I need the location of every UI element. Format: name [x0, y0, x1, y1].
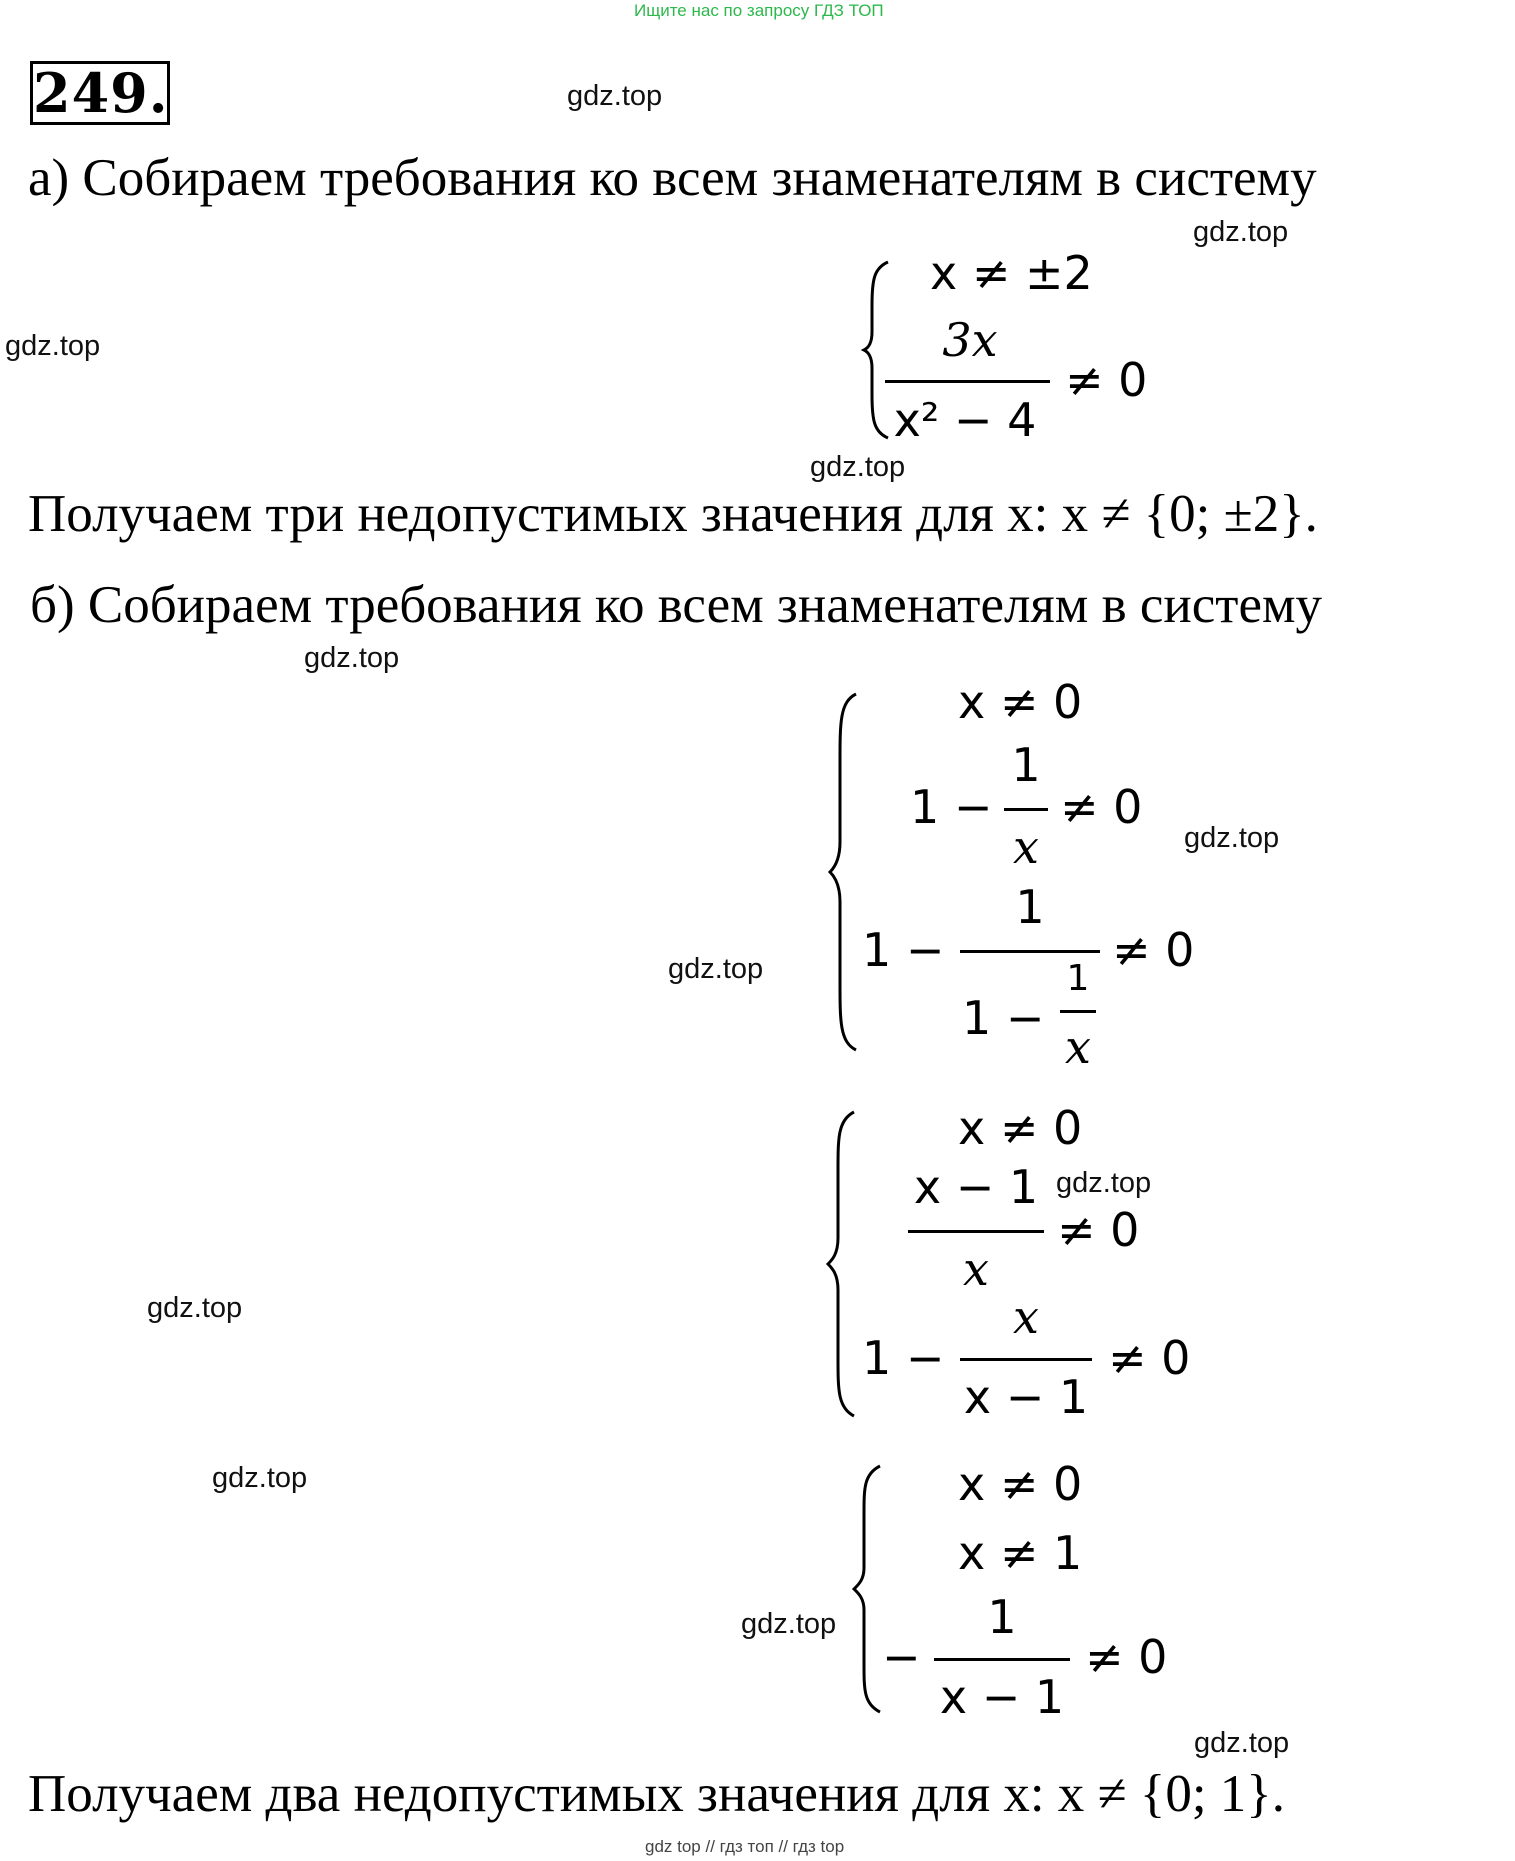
system-b3-l3-rel: ≠ 0	[1085, 1630, 1168, 1684]
system-b1-l3-den-num: 1	[1066, 958, 1090, 999]
system-a-frac-num: 3x	[942, 313, 998, 367]
problem-number: 249.	[30, 61, 170, 125]
system-b2-l3-line	[960, 1358, 1092, 1361]
watermark: gdz.top	[567, 80, 663, 112]
brace-icon	[852, 1464, 884, 1714]
system-b1-l3-rel: ≠ 0	[1112, 923, 1195, 977]
top-banner[interactable]: Ищите нас по запросу ГДЗ ТОП	[634, 1, 884, 20]
system-b2-l3-num: x	[1013, 1290, 1039, 1344]
watermark: gdz.top	[212, 1462, 308, 1494]
system-b2-l2-den: x	[963, 1242, 989, 1296]
system-b3-l3-num: 1	[987, 1590, 1017, 1644]
watermark: gdz.top	[1193, 216, 1289, 248]
watermark: gdz.top	[304, 642, 400, 674]
system-b1-l2-pre: 1 −	[910, 780, 993, 834]
footer-links[interactable]: gdz top // гдз топ // гдз top	[645, 1837, 845, 1856]
watermark: gdz.top	[5, 330, 101, 362]
system-b3-line1: x ≠ 0	[958, 1457, 1083, 1511]
system-a-frac-line	[885, 380, 1050, 383]
watermark: gdz.top	[1056, 1167, 1152, 1199]
system-a-frac-den: x² − 4	[893, 393, 1037, 447]
system-b1-l2-num: 1	[1011, 738, 1041, 792]
system-a-rel: ≠ 0	[1065, 353, 1148, 407]
watermark: gdz.top	[147, 1292, 243, 1324]
system-b1-l2-rel: ≠ 0	[1060, 780, 1143, 834]
system-a-line1: x ≠ ±2	[930, 246, 1093, 300]
system-b1-l3-den-den: x	[1065, 1020, 1091, 1074]
system-b1-l2-line	[1004, 808, 1048, 811]
watermark: gdz.top	[810, 451, 906, 483]
system-b3-l3-den: x − 1	[939, 1670, 1065, 1724]
system-b2-l2-line	[908, 1230, 1044, 1233]
system-b1-l2-den: x	[1013, 820, 1039, 874]
system-b1-line1: x ≠ 0	[958, 675, 1083, 729]
watermark: gdz.top	[1194, 1727, 1290, 1759]
system-b3-l3-line	[934, 1658, 1070, 1661]
system-b1-l3-pre: 1 −	[862, 923, 945, 977]
system-b1-l3-line	[960, 950, 1100, 953]
part-b-heading: б) Собираем требования ко всем знаменателям в систему	[30, 576, 1323, 634]
part-b-conclusion: Получаем два недопустимых значения для x: x ≠ {0; 1}.	[28, 1765, 1285, 1823]
system-b2-line1: x ≠ 0	[958, 1101, 1083, 1155]
brace-icon	[828, 692, 860, 1052]
watermark: gdz.top	[1184, 822, 1280, 854]
part-a-conclusion: Получаем три недопустимых значения для x: x ≠ {0; ±2}.	[28, 485, 1318, 543]
system-b2-l3-pre: 1 −	[862, 1331, 945, 1385]
system-b3-line2: x ≠ 1	[958, 1526, 1083, 1580]
system-b1-l3-num: 1	[1015, 880, 1045, 934]
system-b1-l3-den-pre: 1 −	[962, 991, 1045, 1045]
part-a-heading: а) Собираем требования ко всем знаменателям в систему	[28, 149, 1317, 207]
system-b1-l3-den-line	[1060, 1010, 1096, 1013]
watermark: gdz.top	[668, 953, 764, 985]
system-b3-l3-pre: −	[882, 1630, 921, 1684]
watermark: gdz.top	[741, 1608, 837, 1640]
system-b2-l2-num: x − 1	[913, 1160, 1039, 1214]
system-b2-l3-rel: ≠ 0	[1108, 1331, 1191, 1385]
system-b2-l3-den: x − 1	[963, 1370, 1089, 1424]
system-b2-l2-rel: ≠ 0	[1057, 1203, 1140, 1257]
brace-icon	[826, 1110, 858, 1418]
